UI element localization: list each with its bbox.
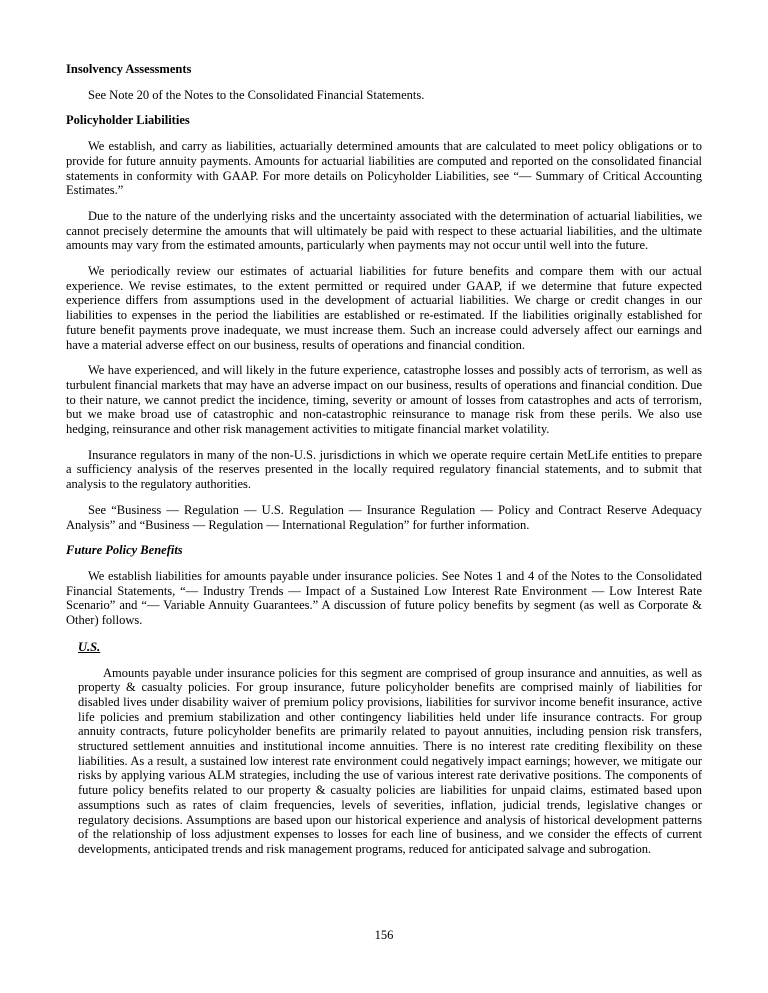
paragraph-we-periodically-review: We periodically review our estimates of actuarial liabilities for future benefits and compare them with our actual experience. We revise estimates, to the extent permitted or required under GAAP, if we determine that future expected experience differs from assumptions used in the development of actuarial liabilities. We charge or credit changes in our liabilities to expenses in the period the liabilities are established or re-estimated. If the liabilities originally established for future benefit payments prove inadequate, we must increase them. Such an increase could adversely affect our earnings and have a material adverse effect on our business, results of operations and financial condition.	[66, 264, 702, 352]
section-heading-future-policy-benefits: Future Policy Benefits	[66, 543, 183, 558]
paragraph-insurance-regulators: Insurance regulators in many of the non-U.S. jurisdictions in which we operate require certain MetLife entities to prepare a sufficiency analysis of the reserves presented in the locally required regulatory financial statements, and to submit that analysis to the regulatory authorities.	[66, 447, 702, 492]
section-heading-insolvency-assessments: Insolvency Assessments	[66, 62, 192, 76]
us-segment-block	[78, 640, 702, 857]
paragraph-see-note-20: See Note 20 of the Notes to the Consolidated Financial Statements.	[88, 87, 425, 102]
paragraph-we-have-experienced: We have experienced, and will likely in the future experience, catastrophe losses and possibly acts of terrorism, as well as turbulent financial markets that may have an adverse impact on our business, results of operations and financial condition. Due to their nature, we cannot predict the incidence, timing, severity or amount of losses from catastrophes and acts of terrorism, but we make broad use of catastrophic and non-catastrophic reinsurance to manage risk from these perils. We also use hedging, reinsurance and other risk management activities to mitigate financial market volatility.	[66, 363, 702, 437]
section-heading-us: U.S.	[78, 639, 101, 654]
section-heading-policyholder-liabilities: Policyholder Liabilities	[66, 113, 190, 128]
paragraph-amounts-payable: Amounts payable under insurance policies for this segment are comprised of group insurance and annuities, as well as property & casualty policies. For group insurance, future policyholder benefits are comprised mainly of liabilities for disabled lives under disability waiver of premium policy provisions, liabilities for survivor income benefit insurance, active life policies and premium stabilization and other contingency liabilities held under life insurance contracts. For group annuity contracts, future policyholder benefits are primarily related to payout annuities, including pension risk transfers, structured settlement annuities and institutional income annuities. There is no interest rate crediting flexibility on these liabilities. As a result, a sustained low interest rate environment could negatively impact earnings; however, we mitigate our risks by applying various ALM strategies, including the use of various interest rate derivative positions. The components of future policy benefits related to our property & casualty policies are liabilities for unpaid claims, estimated based upon assumptions such as rates of claim frequencies, levels of severities, inflation, judicial trends, legislative changes or regulatory decisions. Assumptions are based upon our historical experience and analysis of historical development patterns of the relationship of loss adjustment expenses to losses for each line of business, and we consider the effects of current developments, anticipated trends and risk management programs, reduced for anticipated salvage and subrogation.	[78, 665, 702, 856]
paragraph-we-establish-liabilities: We establish liabilities for amounts payable under insurance policies. See Notes 1 and 4 of the Notes to the Consolidated Financial Statements, “— Industry Trends — Impact of a Sustained Low Interest Rate Environment — Low Interest Rate Scenario” and “— Variable Annuity Guarantees.” A discussion of future policy benefits by segment (as well as Corporate & Other) follows.	[66, 568, 702, 628]
paragraph-due-to-nature: Due to the nature of the underlying risks and the uncertainty associated with the determination of actuarial liabilities, we cannot precisely determine the amounts that will ultimately be paid with respect to these actuarial liabilities, and the ultimate amounts may vary from the estimated amounts, particularly when payments may not occur until well into the future.	[66, 208, 702, 253]
document-content	[66, 62, 702, 868]
paragraph-we-establish: We establish, and carry as liabilities, actuarially determined amounts that are calculated to meet policy obligations or to provide for future annuity payments. Amounts for actuarial liabilities are computed and reported on the consolidated financial statements in conformity with GAAP. For more details on Policyholder Liabilities, see “— Summary of Critical Accounting Estimates.”	[66, 139, 702, 198]
paragraph-see-business-regulation: See “Business — Regulation — U.S. Regulation — Insurance Regulation — Policy and Contract Reserve Adequacy Analysis” and “Business — Regulation — International Regulation” for further information.	[66, 502, 702, 532]
page-number: 156	[374, 928, 394, 942]
